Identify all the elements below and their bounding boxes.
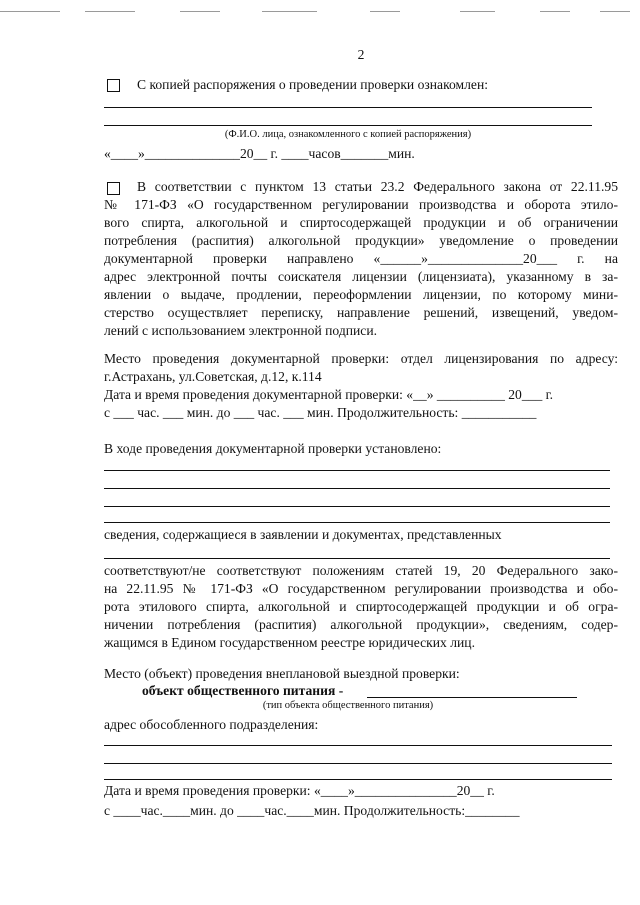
address-label: адрес обособленного подразделения: — [104, 717, 319, 732]
ack-date-line: «____»______________20__ г. ____часов_______мин. — [104, 146, 415, 161]
scan-mark — [180, 11, 220, 12]
onsite-heading: Место (объект) проведения внеплановой выездной проверки: — [104, 666, 460, 681]
findings-rule — [104, 488, 610, 489]
findings-line: жащимся в Едином государственном реестре юридических лиц. — [104, 635, 475, 650]
scan-mark — [600, 11, 630, 12]
notice-line: лений с использованием электронной подписи. — [104, 323, 378, 338]
check-time-line: с ___ час. ___ мин. до ___ час. ___ мин. Продолжительность: ___________ — [104, 405, 537, 420]
scan-mark — [370, 11, 400, 12]
findings-rule — [104, 506, 610, 507]
notice-line: вого спирта, алкогольной и спиртосодержащей продукции и об ограничении — [104, 215, 618, 230]
scan-mark — [85, 11, 135, 12]
acknowledge-label: С копией распоряжения о проведении проверки ознакомлен: — [137, 77, 489, 92]
object-caption: (тип объекта общественного питания) — [262, 700, 434, 711]
findings-rule — [104, 558, 610, 559]
check-place-line: Место проведения документарной проверки: отдел лицензирования по адресу: — [104, 351, 618, 366]
findings-rule — [104, 522, 610, 523]
notice-line: адрес электронной почты соискателя лицензии (лицензиата), указанному в за- — [104, 269, 618, 284]
acknowledge-checkbox[interactable] — [107, 79, 120, 92]
findings-line: рота этилового спирта, алкогольной и спиртосодержащей продукции и об огра- — [104, 599, 618, 614]
address-rule — [104, 745, 612, 746]
findings-rule — [104, 470, 610, 471]
scan-mark — [460, 11, 495, 12]
notice-line: потребления (распития) алкогольной продукции» уведомление о проведении — [104, 233, 618, 248]
check-date-line: Дата и время проведения документарной проверки: «__» __________ 20___ г. — [104, 387, 554, 402]
notice-line: В соответствии с пунктом 13 статьи 23.2 Федерального закона от 22.11.95 — [137, 179, 618, 194]
notice-checkbox[interactable] — [107, 182, 120, 195]
object-rule — [367, 697, 577, 698]
scan-mark — [262, 11, 317, 12]
scan-mark — [0, 11, 60, 12]
onsite-date-line: Дата и время проведения проверки: «____»_______________20__ г. — [104, 783, 495, 798]
fio-caption: (Ф.И.О. лица, ознакомленного с копией распоряжения) — [224, 129, 472, 140]
findings-info-line: сведения, содержащиеся в заявлении и документах, представленных — [104, 527, 502, 542]
onsite-time-line: с ____час.____мин. до ____час.____мин. Продолжительность:________ — [104, 803, 520, 818]
findings-line: на 22.11.95 № 171-ФЗ «О государственном регулировании производства и обо- — [104, 581, 618, 596]
address-rule — [104, 763, 612, 764]
findings-heading: В ходе проведения документарной проверки установлено: — [104, 441, 442, 456]
address-rule — [104, 779, 612, 780]
check-place-address: г.Астрахань, ул.Советская, д.12, к.114 — [104, 369, 322, 384]
signature-rule — [104, 107, 592, 108]
notice-line: стерство осуществляет переписку, направление решений, извещений, уведом- — [104, 305, 618, 320]
signature-rule — [104, 125, 592, 126]
notice-line: № 171-ФЗ «О государственном регулировании производства и оборота этило- — [104, 197, 618, 212]
findings-line: ничении потребления (распития) алкогольной продукции», сведениям, содер- — [104, 617, 618, 632]
page-number: 2 — [357, 47, 365, 62]
notice-line: явлении о выдаче, продлении, переоформлении лицензии, по которому мини- — [104, 287, 618, 302]
findings-line: соответствуют/не соответствуют положениям статей 19, 20 Федерального зако- — [104, 563, 618, 578]
notice-line: документарной проверки направлено «______»______________20___ г. на — [104, 251, 618, 266]
scan-mark — [540, 11, 570, 12]
object-label: объект общественного питания - — [142, 683, 344, 698]
